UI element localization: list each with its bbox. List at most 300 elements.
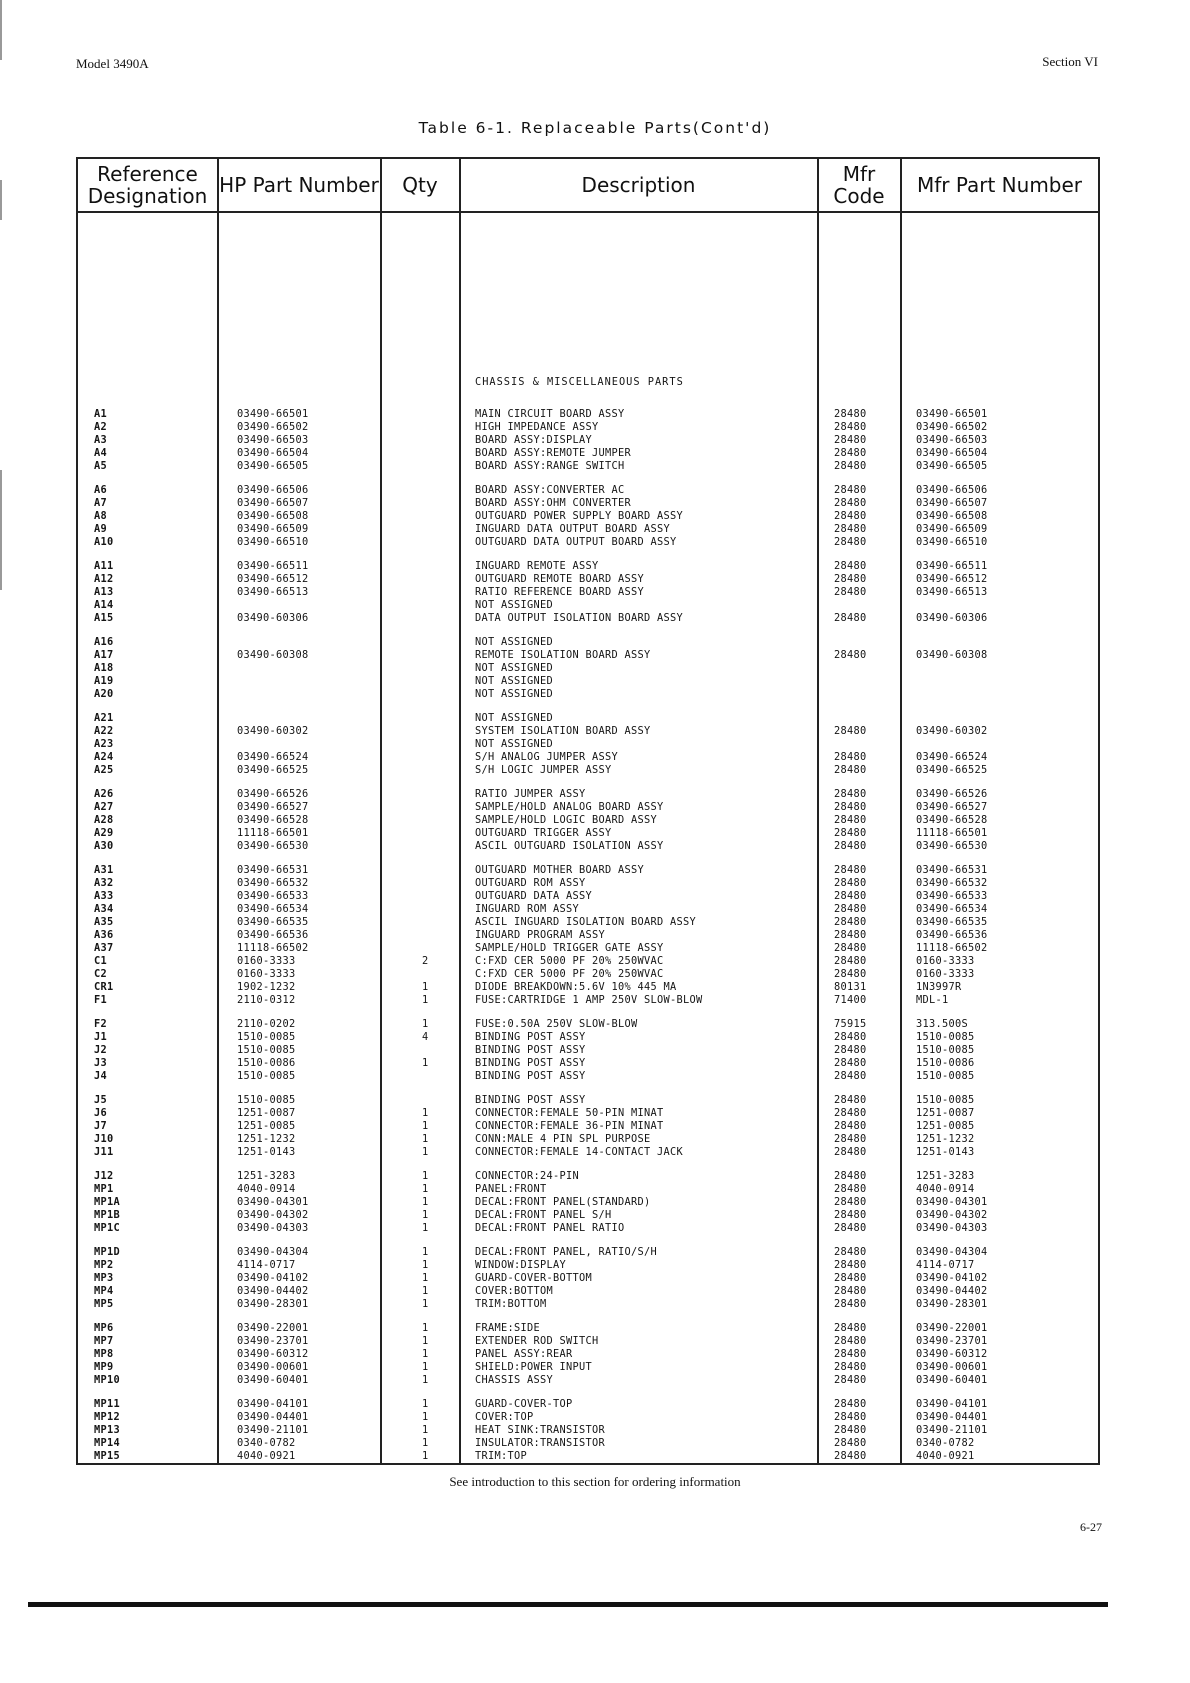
table-row <box>78 1018 1098 1031</box>
table-row <box>78 408 1098 421</box>
cell-mfr-code: 28480 <box>834 840 867 852</box>
cell-description: BOARD ASSY:CONVERTER AC <box>475 484 625 496</box>
cell-ref-designation: A19 <box>94 675 114 687</box>
table-row <box>78 1335 1098 1348</box>
cell-hp-part-number: 03490-60302 <box>237 725 309 737</box>
cell-ref-designation: MP4 <box>94 1285 114 1297</box>
cell-mfr-code: 28480 <box>834 1335 867 1347</box>
cell-mfr-part-number: 03490-66513 <box>916 586 988 598</box>
cell-hp-part-number: 1902-1232 <box>237 981 296 993</box>
cell-hp-part-number: 03490-66533 <box>237 890 309 902</box>
table-row <box>78 1057 1098 1070</box>
cell-hp-part-number: 0160-3333 <box>237 968 296 980</box>
cell-ref-designation: A5 <box>94 460 107 472</box>
cell-description: OUTGUARD DATA OUTPUT BOARD ASSY <box>475 536 677 548</box>
cell-description: CONN:MALE 4 PIN SPL PURPOSE <box>475 1133 651 1145</box>
cell-mfr-part-number: MDL-1 <box>916 994 949 1006</box>
page-number: 6-27 <box>1080 1520 1102 1534</box>
cell-description: INGUARD ROM ASSY <box>475 903 579 915</box>
cell-description: OUTGUARD MOTHER BOARD ASSY <box>475 864 644 876</box>
cell-mfr-part-number: 03490-66524 <box>916 751 988 763</box>
cell-mfr-part-number: 03490-66526 <box>916 788 988 800</box>
table-row <box>78 675 1098 688</box>
cell-mfr-part-number: 1510-0085 <box>916 1094 975 1106</box>
cell-qty: 1 <box>422 1196 429 1208</box>
cell-qty: 1 <box>422 1437 429 1449</box>
cell-description: PANEL ASSY:REAR <box>475 1348 573 1360</box>
table-row <box>78 599 1098 612</box>
cell-mfr-part-number: 03490-66503 <box>916 434 988 446</box>
cell-mfr-part-number: 03490-66536 <box>916 929 988 941</box>
cell-qty: 1 <box>422 1424 429 1436</box>
cell-description: RATIO JUMPER ASSY <box>475 788 586 800</box>
cell-description: S/H ANALOG JUMPER ASSY <box>475 751 618 763</box>
cell-mfr-part-number: 11118-66502 <box>916 942 988 954</box>
cell-mfr-code: 28480 <box>834 649 867 661</box>
cell-qty: 1 <box>422 1107 429 1119</box>
cell-mfr-code: 28480 <box>834 447 867 459</box>
cell-description: BOARD ASSY:REMOTE JUMPER <box>475 447 631 459</box>
cell-hp-part-number: 03490-66509 <box>237 523 309 535</box>
cell-mfr-part-number: 03490-23701 <box>916 1335 988 1347</box>
cell-ref-designation: J6 <box>94 1107 107 1119</box>
cell-ref-designation: A9 <box>94 523 107 535</box>
cell-ref-designation: MP7 <box>94 1335 114 1347</box>
cell-ref-designation: MP1B <box>94 1209 120 1221</box>
cell-mfr-code: 28480 <box>834 1374 867 1386</box>
cell-mfr-part-number: 03490-04303 <box>916 1222 988 1234</box>
table-row <box>78 662 1098 675</box>
cell-description: GUARD-COVER-TOP <box>475 1398 573 1410</box>
cell-mfr-code: 28480 <box>834 1031 867 1043</box>
cell-ref-designation: A37 <box>94 942 114 954</box>
cell-description: BOARD ASSY:RANGE SWITCH <box>475 460 625 472</box>
cell-hp-part-number: 03490-04402 <box>237 1285 309 1297</box>
cell-description: REMOTE ISOLATION BOARD ASSY <box>475 649 651 661</box>
table-row <box>78 877 1098 890</box>
cell-hp-part-number: 03490-66531 <box>237 864 309 876</box>
cell-description: NOT ASSIGNED <box>475 599 553 611</box>
cell-qty: 1 <box>422 1272 429 1284</box>
cell-mfr-code: 28480 <box>834 929 867 941</box>
table-row <box>78 688 1098 701</box>
cell-mfr-code: 28480 <box>834 1146 867 1158</box>
cell-description: MAIN CIRCUIT BOARD ASSY <box>475 408 625 420</box>
cell-hp-part-number: 03490-66532 <box>237 877 309 889</box>
table-row <box>78 636 1098 649</box>
cell-description: DECAL:FRONT PANEL RATIO <box>475 1222 625 1234</box>
cell-ref-designation: A36 <box>94 929 114 941</box>
cell-ref-designation: A15 <box>94 612 114 624</box>
cell-description: FUSE:CARTRIDGE 1 AMP 250V SLOW-BLOW <box>475 994 703 1006</box>
cell-qty: 1 <box>422 1120 429 1132</box>
cell-mfr-part-number: 1251-1232 <box>916 1133 975 1145</box>
cell-hp-part-number: 03490-04302 <box>237 1209 309 1221</box>
cell-hp-part-number: 11118-66502 <box>237 942 309 954</box>
cell-description: ASCIL INGUARD ISOLATION BOARD ASSY <box>475 916 696 928</box>
cell-hp-part-number: 03490-60308 <box>237 649 309 661</box>
cell-mfr-code: 28480 <box>834 1450 867 1462</box>
cell-mfr-part-number: 03490-66502 <box>916 421 988 433</box>
cell-mfr-code: 28480 <box>834 864 867 876</box>
cell-hp-part-number: 03490-66503 <box>237 434 309 446</box>
cell-ref-designation: MP8 <box>94 1348 114 1360</box>
col-header-mfr-part-number: Mfr Part Number <box>916 173 1083 197</box>
cell-ref-designation: A7 <box>94 497 107 509</box>
cell-mfr-part-number: 11118-66501 <box>916 827 988 839</box>
cell-qty: 1 <box>422 981 429 993</box>
cell-hp-part-number: 1251-1232 <box>237 1133 296 1145</box>
cell-mfr-code: 28480 <box>834 1437 867 1449</box>
table-row <box>78 560 1098 573</box>
cell-mfr-part-number: 1510-0086 <box>916 1057 975 1069</box>
cell-mfr-code: 28480 <box>834 916 867 928</box>
table-row <box>78 1044 1098 1057</box>
cell-description: DECAL:FRONT PANEL(STANDARD) <box>475 1196 651 1208</box>
cell-mfr-part-number: 03490-66504 <box>916 447 988 459</box>
cell-ref-designation: A22 <box>94 725 114 737</box>
table-row <box>78 890 1098 903</box>
cell-hp-part-number: 03490-66510 <box>237 536 309 548</box>
cell-mfr-code: 28480 <box>834 1361 867 1373</box>
cell-hp-part-number: 1251-0087 <box>237 1107 296 1119</box>
cell-mfr-part-number: 1251-0085 <box>916 1120 975 1132</box>
group-spacer <box>78 473 1098 484</box>
cell-ref-designation: A35 <box>94 916 114 928</box>
cell-mfr-code: 28480 <box>834 955 867 967</box>
cell-ref-designation: A11 <box>94 560 114 572</box>
cell-description: INGUARD REMOTE ASSY <box>475 560 599 572</box>
section-header: Section VI <box>1042 54 1098 69</box>
group-spacer <box>78 1387 1098 1398</box>
table-row <box>78 788 1098 801</box>
cell-description: CHASSIS ASSY <box>475 1374 553 1386</box>
cell-ref-designation: J12 <box>94 1170 114 1182</box>
table-row <box>78 1411 1098 1424</box>
cell-hp-part-number: 03490-66526 <box>237 788 309 800</box>
cell-description: BINDING POST ASSY <box>475 1070 586 1082</box>
table-row <box>78 994 1098 1007</box>
cell-qty: 4 <box>422 1031 429 1043</box>
cell-mfr-code: 71400 <box>834 994 867 1006</box>
cell-mfr-part-number: 03490-28301 <box>916 1298 988 1310</box>
cell-ref-designation: A3 <box>94 434 107 446</box>
cell-ref-designation: J3 <box>94 1057 107 1069</box>
cell-mfr-part-number: 1510-0085 <box>916 1070 975 1082</box>
cell-mfr-part-number: 03490-66534 <box>916 903 988 915</box>
cell-mfr-part-number: 03490-04301 <box>916 1196 988 1208</box>
cell-hp-part-number: 03490-66524 <box>237 751 309 763</box>
col-header-mfr-code: Mfr Code <box>833 162 885 208</box>
cell-mfr-code: 28480 <box>834 434 867 446</box>
cell-ref-designation: A20 <box>94 688 114 700</box>
col-header-reference: Reference Designation <box>87 162 208 208</box>
table-row <box>78 649 1098 662</box>
cell-ref-designation: A12 <box>94 573 114 585</box>
cell-ref-designation: A28 <box>94 814 114 826</box>
cell-description: RATIO REFERENCE BOARD ASSY <box>475 586 644 598</box>
cell-mfr-part-number: 03490-66530 <box>916 840 988 852</box>
table-row <box>78 536 1098 549</box>
table-row <box>78 1133 1098 1146</box>
cell-mfr-part-number: 03490-66508 <box>916 510 988 522</box>
cell-mfr-code: 28480 <box>834 497 867 509</box>
cell-mfr-part-number: 03490-66511 <box>916 560 988 572</box>
cell-hp-part-number: 03490-00601 <box>237 1361 309 1373</box>
cell-hp-part-number: 03490-04304 <box>237 1246 309 1258</box>
cell-description: CONNECTOR:FEMALE 36-PIN MINAT <box>475 1120 664 1132</box>
cell-hp-part-number: 03490-04303 <box>237 1222 309 1234</box>
cell-ref-designation: A6 <box>94 484 107 496</box>
cell-mfr-part-number: 03490-04101 <box>916 1398 988 1410</box>
cell-hp-part-number: 1510-0086 <box>237 1057 296 1069</box>
cell-description: BINDING POST ASSY <box>475 1057 586 1069</box>
cell-ref-designation: J7 <box>94 1120 107 1132</box>
cell-description: INSULATOR:TRANSISTOR <box>475 1437 605 1449</box>
cell-mfr-part-number: 03490-66535 <box>916 916 988 928</box>
group-spacer <box>78 853 1098 864</box>
cell-ref-designation: J1 <box>94 1031 107 1043</box>
cell-hp-part-number: 03490-60401 <box>237 1374 309 1386</box>
cell-ref-designation: MP11 <box>94 1398 120 1410</box>
table-row <box>78 1170 1098 1183</box>
group-spacer <box>78 1007 1098 1018</box>
cell-mfr-part-number: 03490-66512 <box>916 573 988 585</box>
cell-qty: 2 <box>422 955 429 967</box>
cell-description: DECAL:FRONT PANEL S/H <box>475 1209 612 1221</box>
cell-ref-designation: MP5 <box>94 1298 114 1310</box>
cell-hp-part-number: 03490-66525 <box>237 764 309 776</box>
table-row <box>78 942 1098 955</box>
cell-qty: 1 <box>422 1411 429 1423</box>
cell-ref-designation: J10 <box>94 1133 114 1145</box>
cell-ref-designation: A17 <box>94 649 114 661</box>
cell-mfr-part-number: 4114-0717 <box>916 1259 975 1271</box>
table-row <box>78 1094 1098 1107</box>
cell-mfr-part-number: 03490-00601 <box>916 1361 988 1373</box>
group-spacer <box>78 1311 1098 1322</box>
cell-description: BINDING POST ASSY <box>475 1031 586 1043</box>
cell-qty: 1 <box>422 1298 429 1310</box>
cell-qty: 1 <box>422 1335 429 1347</box>
cell-ref-designation: F2 <box>94 1018 107 1030</box>
ordering-footnote: See introduction to this section for ordering information <box>449 1474 741 1489</box>
cell-ref-designation: MP10 <box>94 1374 120 1386</box>
cell-mfr-part-number: 0340-0782 <box>916 1437 975 1449</box>
cell-hp-part-number: 03490-60312 <box>237 1348 309 1360</box>
cell-qty: 1 <box>422 1285 429 1297</box>
table-row <box>78 1424 1098 1437</box>
group-spacer <box>78 1159 1098 1170</box>
cell-mfr-code: 28480 <box>834 560 867 572</box>
cell-hp-part-number: 0160-3333 <box>237 955 296 967</box>
table-row <box>78 981 1098 994</box>
table-row <box>78 1437 1098 1450</box>
table-row <box>78 903 1098 916</box>
cell-mfr-code: 28480 <box>834 903 867 915</box>
cell-mfr-code: 28480 <box>834 1183 867 1195</box>
cell-mfr-code: 28480 <box>834 1120 867 1132</box>
cell-mfr-code: 28480 <box>834 1259 867 1271</box>
group-spacer <box>78 1083 1098 1094</box>
cell-ref-designation: J5 <box>94 1094 107 1106</box>
cell-description: OUTGUARD DATA ASSY <box>475 890 592 902</box>
cell-description: GUARD-COVER-BOTTOM <box>475 1272 592 1284</box>
cell-mfr-code: 28480 <box>834 1398 867 1410</box>
table-row <box>78 1259 1098 1272</box>
table-row <box>78 751 1098 764</box>
cell-ref-designation: A2 <box>94 421 107 433</box>
cell-mfr-code: 80131 <box>834 981 867 993</box>
cell-description: NOT ASSIGNED <box>475 662 553 674</box>
cell-mfr-part-number: 03490-66525 <box>916 764 988 776</box>
cell-ref-designation: MP3 <box>94 1272 114 1284</box>
table-row <box>78 523 1098 536</box>
table-row <box>78 510 1098 523</box>
table-row <box>78 1348 1098 1361</box>
cell-mfr-code: 28480 <box>834 536 867 548</box>
cell-qty: 1 <box>422 1374 429 1386</box>
cell-hp-part-number: 03490-66508 <box>237 510 309 522</box>
col-header-description: Description <box>581 173 696 197</box>
cell-description: NOT ASSIGNED <box>475 738 553 750</box>
cell-ref-designation: MP12 <box>94 1411 120 1423</box>
cell-ref-designation: A18 <box>94 662 114 674</box>
cell-mfr-part-number: 1N3997R <box>916 981 962 993</box>
cell-mfr-code: 28480 <box>834 1411 867 1423</box>
cell-hp-part-number: 1251-3283 <box>237 1170 296 1182</box>
group-spacer <box>78 549 1098 560</box>
cell-description: DATA OUTPUT ISOLATION BOARD ASSY <box>475 612 683 624</box>
bottom-rule <box>28 1602 1108 1607</box>
cell-hp-part-number: 03490-66511 <box>237 560 309 572</box>
cell-mfr-part-number: 03490-04402 <box>916 1285 988 1297</box>
cell-mfr-part-number: 0160-3333 <box>916 955 975 967</box>
cell-mfr-code: 28480 <box>834 1094 867 1106</box>
cell-mfr-code: 28480 <box>834 827 867 839</box>
cell-description: NOT ASSIGNED <box>475 636 553 648</box>
cell-ref-designation: A4 <box>94 447 107 459</box>
cell-mfr-code: 28480 <box>834 1057 867 1069</box>
cell-mfr-code: 28480 <box>834 1272 867 1284</box>
cell-mfr-part-number: 1510-0085 <box>916 1044 975 1056</box>
cell-mfr-part-number: 03490-66531 <box>916 864 988 876</box>
cell-description: BINDING POST ASSY <box>475 1044 586 1056</box>
cell-ref-designation: A8 <box>94 510 107 522</box>
cell-mfr-code: 28480 <box>834 890 867 902</box>
cell-hp-part-number: 1510-0085 <box>237 1031 296 1043</box>
cell-mfr-code: 28480 <box>834 751 867 763</box>
cell-hp-part-number: 03490-22001 <box>237 1322 309 1334</box>
cell-description: SAMPLE/HOLD LOGIC BOARD ASSY <box>475 814 657 826</box>
scan-margin-mark <box>0 180 2 220</box>
cell-hp-part-number: 4040-0914 <box>237 1183 296 1195</box>
cell-description: TRIM:BOTTOM <box>475 1298 547 1310</box>
cell-qty: 1 <box>422 1133 429 1145</box>
table-row <box>78 1374 1098 1387</box>
cell-ref-designation: MP1C <box>94 1222 120 1234</box>
table-row <box>78 497 1098 510</box>
cell-description: NOT ASSIGNED <box>475 675 553 687</box>
cell-description: OUTGUARD POWER SUPPLY BOARD ASSY <box>475 510 683 522</box>
cell-description: CONNECTOR:FEMALE 14-CONTACT JACK <box>475 1146 683 1158</box>
cell-mfr-part-number: 03490-66509 <box>916 523 988 535</box>
table-row <box>78 1107 1098 1120</box>
cell-mfr-code: 28480 <box>834 1196 867 1208</box>
cell-mfr-code: 28480 <box>834 1246 867 1258</box>
cell-description: WINDOW:DISPLAY <box>475 1259 566 1271</box>
section-title: CHASSIS & MISCELLANEOUS PARTS <box>475 376 684 388</box>
cell-qty: 1 <box>422 1170 429 1182</box>
cell-mfr-part-number: 03490-60302 <box>916 725 988 737</box>
cell-ref-designation: A1 <box>94 408 107 420</box>
cell-hp-part-number: 03490-66505 <box>237 460 309 472</box>
cell-mfr-code: 28480 <box>834 1348 867 1360</box>
cell-mfr-code: 28480 <box>834 612 867 624</box>
cell-description: EXTENDER ROD SWITCH <box>475 1335 599 1347</box>
cell-qty: 1 <box>422 1348 429 1360</box>
group-spacer <box>78 625 1098 636</box>
cell-mfr-part-number: 03490-04401 <box>916 1411 988 1423</box>
table-row <box>78 421 1098 434</box>
cell-description: SHIELD:POWER INPUT <box>475 1361 592 1373</box>
cell-ref-designation: MP15 <box>94 1450 120 1462</box>
cell-mfr-code: 28480 <box>834 1424 867 1436</box>
group-spacer <box>78 701 1098 712</box>
cell-hp-part-number: 03490-21101 <box>237 1424 309 1436</box>
cell-mfr-code: 28480 <box>834 484 867 496</box>
cell-ref-designation: A32 <box>94 877 114 889</box>
cell-hp-part-number: 03490-66534 <box>237 903 309 915</box>
table-row <box>78 1450 1098 1463</box>
cell-mfr-code: 28480 <box>834 1107 867 1119</box>
cell-description: C:FXD CER 5000 PF 20% 250WVAC <box>475 968 664 980</box>
table-row <box>78 1322 1098 1335</box>
cell-mfr-code: 28480 <box>834 725 867 737</box>
cell-hp-part-number: 1251-0143 <box>237 1146 296 1158</box>
cell-qty: 1 <box>422 1361 429 1373</box>
cell-mfr-code: 28480 <box>834 523 867 535</box>
cell-description: FUSE:0.50A 250V SLOW-BLOW <box>475 1018 638 1030</box>
cell-ref-designation: A21 <box>94 712 114 724</box>
cell-mfr-part-number: 4040-0921 <box>916 1450 975 1462</box>
cell-ref-designation: MP1 <box>94 1183 114 1195</box>
table-row <box>78 1361 1098 1374</box>
cell-hp-part-number: 1510-0085 <box>237 1070 296 1082</box>
cell-hp-part-number: 1510-0085 <box>237 1094 296 1106</box>
table-row <box>78 434 1098 447</box>
cell-qty: 1 <box>422 1222 429 1234</box>
cell-mfr-code: 28480 <box>834 1133 867 1145</box>
cell-description: HIGH IMPEDANCE ASSY <box>475 421 599 433</box>
cell-ref-designation: MP2 <box>94 1259 114 1271</box>
cell-description: NOT ASSIGNED <box>475 688 553 700</box>
table-row <box>78 738 1098 751</box>
cell-mfr-code: 28480 <box>834 788 867 800</box>
cell-ref-designation: A16 <box>94 636 114 648</box>
scan-margin-mark <box>0 0 2 60</box>
cell-mfr-part-number: 03490-66532 <box>916 877 988 889</box>
table-row <box>78 1183 1098 1196</box>
group-spacer <box>78 777 1098 788</box>
cell-mfr-part-number: 03490-66507 <box>916 497 988 509</box>
table-body <box>78 372 1098 1463</box>
cell-ref-designation: A30 <box>94 840 114 852</box>
table-row <box>78 764 1098 777</box>
header-rule <box>78 211 1098 213</box>
cell-ref-designation: MP13 <box>94 1424 120 1436</box>
cell-hp-part-number: 03490-28301 <box>237 1298 309 1310</box>
